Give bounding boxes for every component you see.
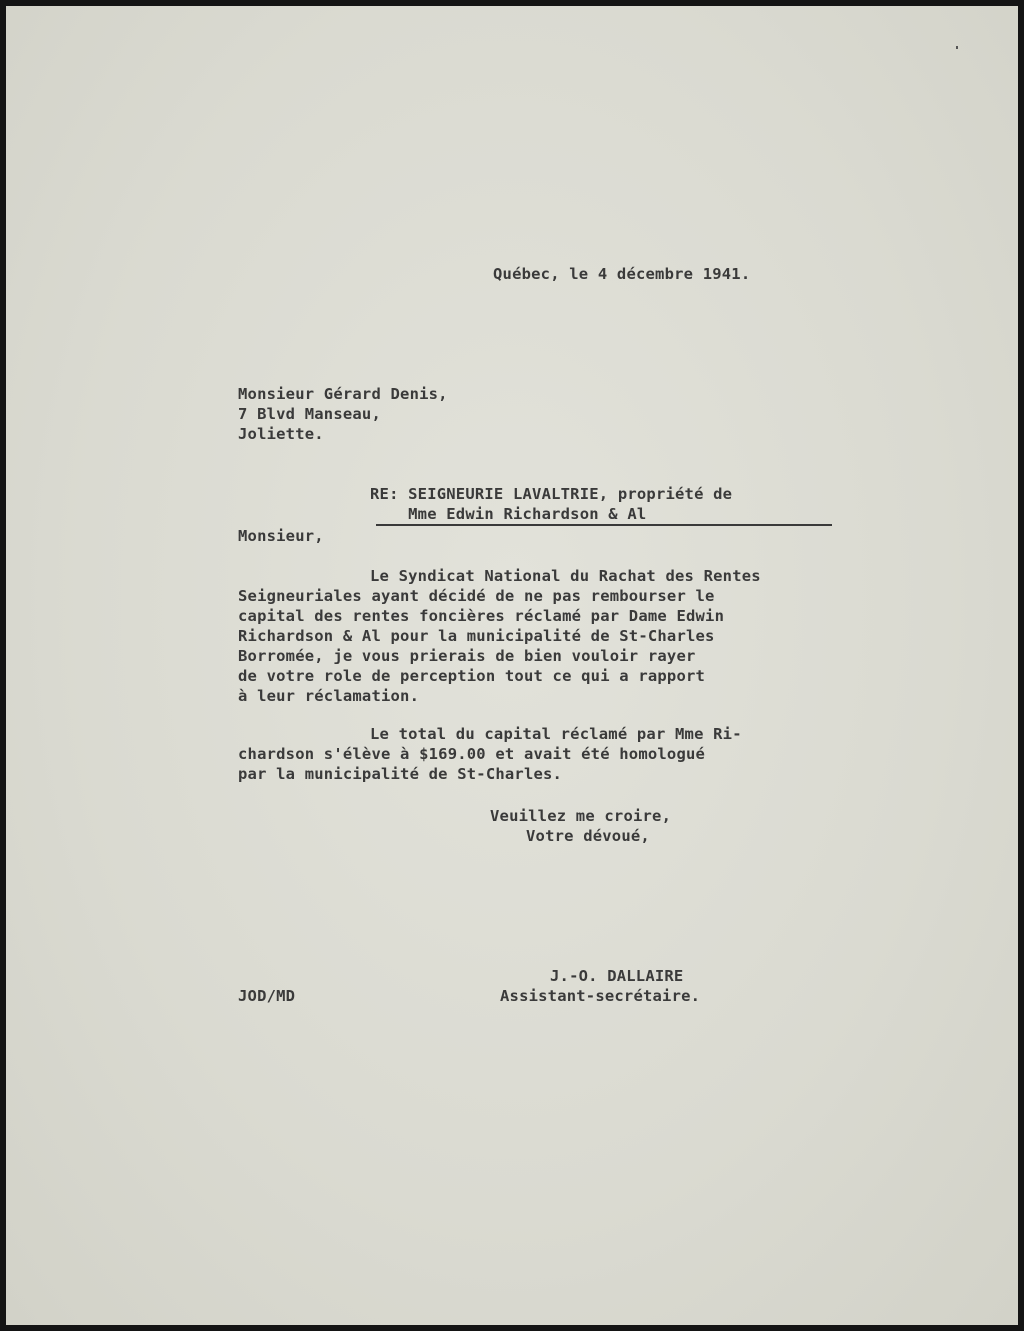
- paragraph1-line: de votre role de perception tout ce qui a rapport: [238, 667, 706, 685]
- subject-line-2: Mme Edwin Richardson & Al: [370, 505, 647, 523]
- paragraph2-body: [238, 744, 705, 784]
- recipient-name: Monsieur Gérard Denis,: [238, 385, 448, 403]
- signer-name: J.-O. DALLAIRE: [550, 967, 684, 985]
- subject-line-1: RE: SEIGNEURIE LAVALTRIE, propriété de: [370, 485, 733, 503]
- paragraph1-first-line: Le Syndicat National du Rachat des Rentes: [370, 567, 761, 585]
- signer-title: Assistant-secrétaire.: [500, 987, 701, 1005]
- paragraph1-line: Richardson & Al pour la municipalité de St-Charles: [238, 627, 715, 645]
- subject-underline: [376, 524, 832, 526]
- subject-line: [370, 484, 732, 524]
- recipient-address: [238, 384, 448, 444]
- closing-line-2: Votre dévoué,: [526, 827, 650, 845]
- paragraph2-line: par la municipalité de St-Charles.: [238, 765, 563, 783]
- paragraph1-line: Seigneuriales ayant décidé de ne pas rembourser le: [238, 587, 715, 605]
- paragraph2-first-line: Le total du capital réclamé par Mme Ri-: [370, 725, 742, 743]
- paragraph1-body: [238, 586, 724, 706]
- salutation: Monsieur,: [238, 527, 324, 545]
- letter-page: [6, 6, 1018, 1325]
- closing-line-1: Veuillez me croire,: [490, 807, 672, 825]
- paragraph1-line: capital des rentes foncières réclamé par Dame Edwin: [238, 607, 725, 625]
- recipient-street: 7 Blvd Manseau,: [238, 405, 381, 423]
- paper-speck: [956, 46, 958, 49]
- recipient-city: Joliette.: [238, 425, 324, 443]
- letter-date: Québec, le 4 décembre 1941.: [493, 265, 751, 283]
- paragraph2-line: chardson s'élève à $169.00 et avait été homologué: [238, 745, 706, 763]
- reference-initials: JOD/MD: [238, 987, 296, 1005]
- paragraph1-line: à leur réclamation.: [238, 687, 420, 705]
- paragraph1-line: Borromée, je vous prierais de bien vouloir rayer: [238, 647, 696, 665]
